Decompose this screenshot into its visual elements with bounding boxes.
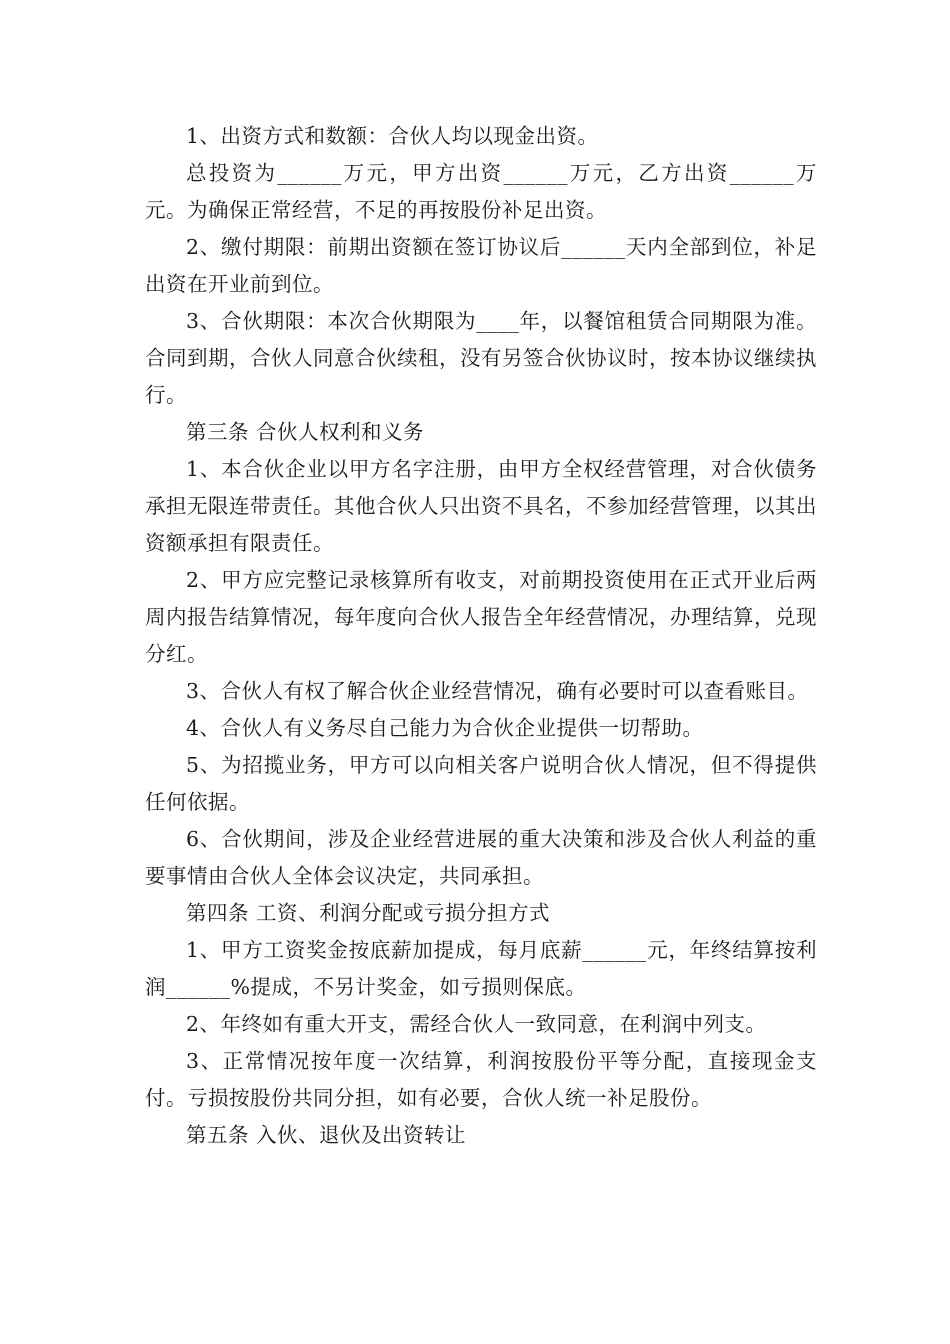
paragraph-payment-deadline: 2、缴付期限：前期出资额在签订协议后______天内全部到位，补足出资在开业前到位。 (145, 235, 817, 296)
section-heading-article-5: 第五条 入伙、退伙及出资转让 (186, 1123, 467, 1147)
paragraph-article-3-item-4: 4、合伙人有义务尽自己能力为合伙企业提供一切帮助。 (186, 716, 704, 740)
paragraph-partnership-term: 3、合伙期限：本次合伙期限为____年，以餐馆租赁合同期限为准。合同到期，合伙人同意合伙续租，没有另签合伙协议时，按本协议继续执行。 (145, 309, 817, 407)
section-heading-article-4: 第四条 工资、利润分配或亏损分担方式 (186, 901, 551, 925)
paragraph-article-3-item-3: 3、合伙人有权了解合伙企业经营情况，确有必要时可以查看账目。 (186, 679, 809, 703)
paragraph-article-4-item-2: 2、年终如有重大开支，需经合伙人一致同意，在利润中列支。 (186, 1012, 767, 1036)
paragraph-article-3-item-2: 2、甲方应完整记录核算所有收支，对前期投资使用在正式开业后两周内报告结算情况，每年度向合伙人报告全年经营情况，办理结算，兑现分红。 (145, 568, 817, 666)
document-body (145, 118, 817, 1154)
paragraph-article-3-item-1: 1、本合伙企业以甲方名字注册，由甲方全权经营管理，对合伙债务承担无限连带责任。其他合伙人只出资不具名，不参加经营管理，以其出资额承担有限责任。 (145, 457, 817, 555)
paragraph-article-3-item-6: 6、合伙期间，涉及企业经营进展的重大决策和涉及合伙人利益的重要事情由合伙人全体会议决定，共同承担。 (145, 827, 817, 888)
paragraph-article-3-item-5: 5、为招揽业务，甲方可以向相关客户说明合伙人情况，但不得提供任何依据。 (145, 753, 817, 814)
paragraph-total-investment: 总投资为______万元，甲方出资______万元，乙方出资______万元。为确保正常经营，不足的再按股份补足出资。 (145, 161, 817, 222)
paragraph-article-4-item-1: 1、甲方工资奖金按底薪加提成，每月底薪______元，年终结算按利润______%提成，不另计奖金，如亏损则保底。 (145, 938, 817, 999)
paragraph-article-4-item-3: 3、正常情况按年度一次结算，利润按股份平等分配，直接现金支付。亏损按股份共同分担，如有必要，合伙人统一补足股份。 (145, 1049, 817, 1110)
section-heading-article-3: 第三条 合伙人权利和义务 (186, 420, 425, 444)
paragraph-capital-method: 1、出资方式和数额：合伙人均以现金出资。 (186, 124, 599, 148)
